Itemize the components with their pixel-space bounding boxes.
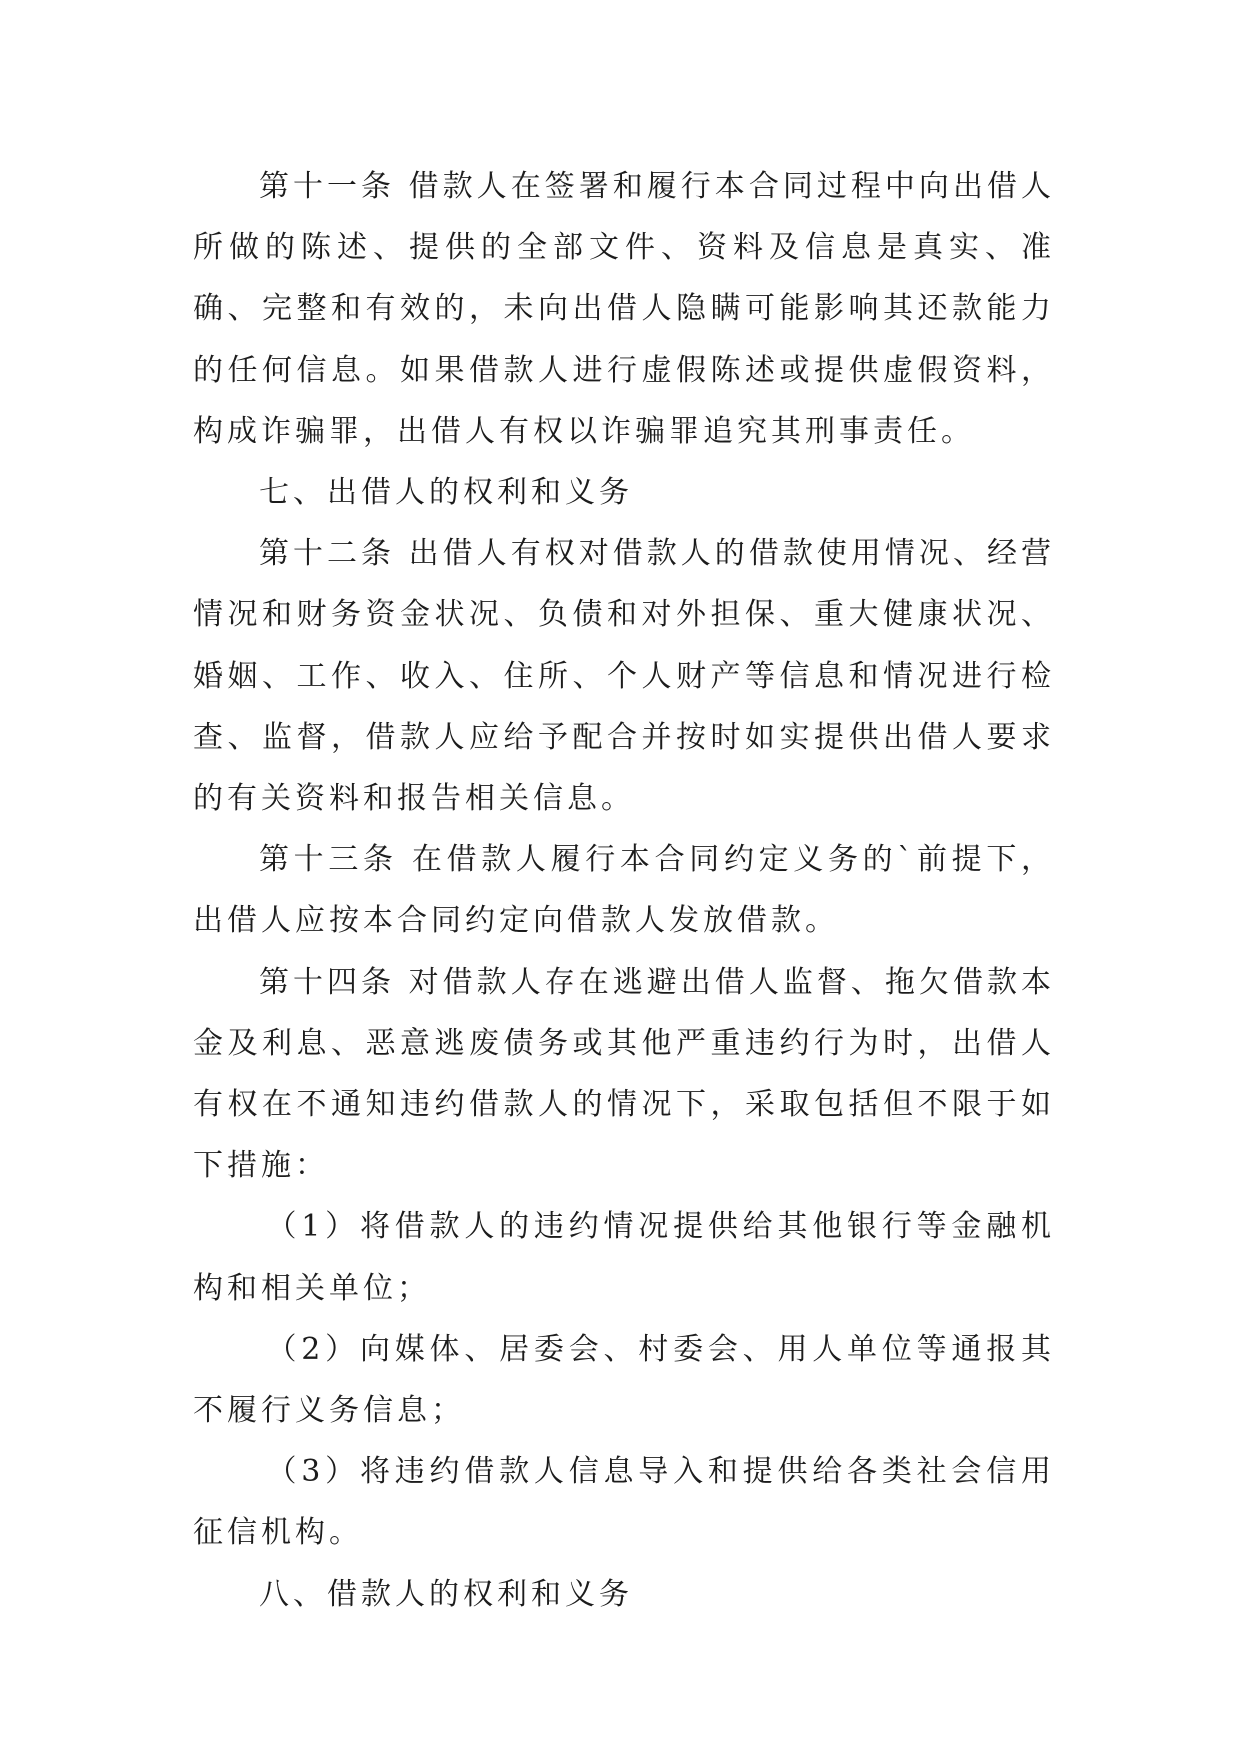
article-13-paragraph: 第十三条 在借款人履行本合同约定义务的`前提下，出借人应按本合同约定向借款人发放借款。: [193, 842, 1055, 939]
article-12-paragraph: 第十二条 出借人有权对借款人的借款使用情况、经营情况和财务资金状况、负债和对外担保、重大健康状况、婚姻、工作、收入、住所、个人财产等信息和情况进行检查、监督，借款人应给予配合并按时如实提供出借人要求的有关资料和报告相关信息。: [193, 536, 1055, 817]
article-11-paragraph: 第十一条 借款人在签署和履行本合同过程中向出借人所做的陈述、提供的全部文件、资料及信息是真实、准确、完整和有效的，未向出借人隐瞒可能影响其还款能力的任何信息。如果借款人进行虚假陈述或提供虚假资料，构成诈骗罪，出借人有权以诈骗罪追究其刑事责任。: [193, 169, 1055, 449]
measure-item-1: （1）将借款人的违约情况提供给其他银行等金融机构和相关单位；: [193, 1209, 1055, 1306]
document-body: [193, 156, 1055, 1625]
section-7-heading: 七、出借人的权利和义务: [259, 475, 633, 511]
measure-item-3: （3）将违约借款人信息导入和提供给各类社会信用征信机构。: [193, 1454, 1055, 1551]
section-8-heading: 八、借款人的权利和义务: [259, 1576, 633, 1612]
measure-item-2: （2）向媒体、居委会、村委会、用人单位等通报其不履行义务信息；: [193, 1331, 1055, 1429]
article-14-paragraph: 第十四条 对借款人存在逃避出借人监督、拖欠借款本金及利息、恶意逃废债务或其他严重违约行为时，出借人有权在不通知违约借款人的情况下，采取包括但不限于如下措施：: [193, 964, 1055, 1184]
